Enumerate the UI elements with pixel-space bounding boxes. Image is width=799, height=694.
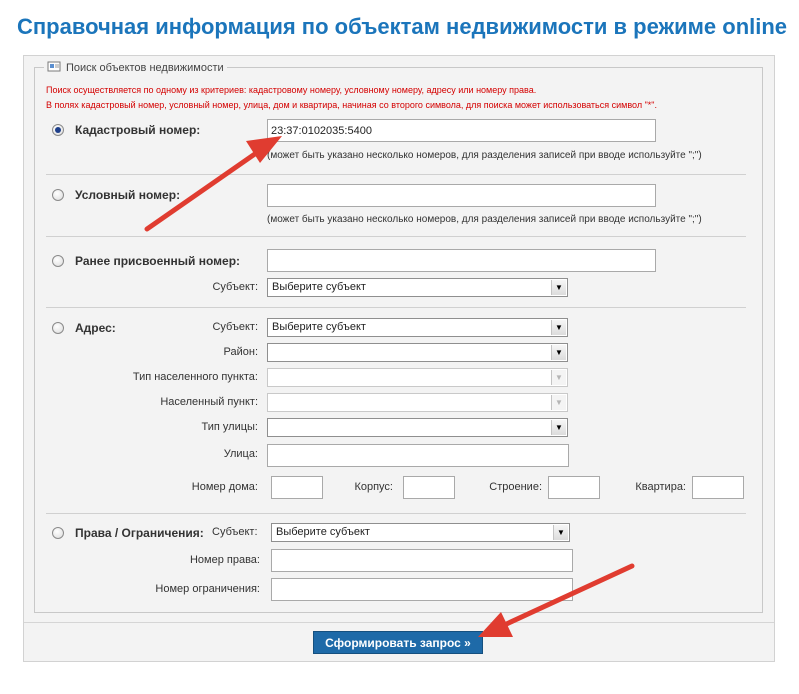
rights-label: Права / Ограничения: [75, 526, 204, 540]
chevron-down-icon: ▼ [551, 395, 566, 410]
previous-number-label: Ранее присвоенный номер: [75, 254, 241, 268]
house-number-label: Номер дома: [191, 481, 258, 493]
building-label: Корпус: [354, 481, 393, 493]
wildcard-note: В полях кадастровый номер, условный номер, улица, дом и квартира, начиная со второго символа, для поиска может использоваться символ "*". [46, 100, 657, 110]
chevron-down-icon: ▼ [551, 320, 566, 335]
conditional-hint: (может быть указано несколько номеров, для разделения записей при вводе используйте ";") [267, 214, 702, 225]
address-subject-label: Субъект: [212, 321, 258, 333]
arrow-to-submit-icon [478, 566, 632, 637]
page-title: Справочная информация по объектам недвижимости в режиме online [17, 14, 788, 39]
legend-text: Поиск объектов недвижимости [66, 61, 224, 74]
address-subject-value: Выберите субъект [272, 321, 366, 333]
submit-request-button[interactable]: Сформировать запрос » [313, 631, 483, 654]
rights-subject-label: Субъект: [212, 526, 258, 538]
chevron-down-icon: ▼ [551, 420, 566, 435]
address-label: Адрес: [75, 321, 116, 335]
conditional-label: Условный номер: [75, 188, 181, 202]
restriction-number-label: Номер ограничения: [155, 583, 260, 595]
previous-subject-label: Субъект: [212, 281, 258, 293]
previous-subject-value: Выберите субъект [272, 281, 366, 293]
chevron-down-icon: ▼ [551, 280, 566, 295]
rights-subject-value: Выберите субъект [276, 526, 370, 538]
street-label: Улица: [223, 448, 258, 460]
cadastral-label: Кадастровый номер: [75, 123, 201, 137]
street-type-label: Тип улицы: [201, 421, 258, 433]
settlement-label: Населенный пункт: [160, 396, 258, 408]
district-label: Район: [223, 346, 258, 358]
structure-label: Строение: [489, 481, 542, 493]
chevron-down-icon: ▼ [551, 370, 566, 385]
right-number-label: Номер права: [189, 554, 260, 566]
apartment-label: Квартира: [635, 481, 686, 493]
settlement-type-label: Тип населенного пункта: [132, 371, 258, 383]
chevron-down-icon: ▼ [553, 525, 568, 540]
cadastral-hint: (может быть указано несколько номеров, для разделения записей при вводе используйте ";") [267, 150, 702, 161]
chevron-down-icon: ▼ [551, 345, 566, 360]
search-criteria-note: Поиск осуществляется по одному из критериев: кадастровому номеру, условному номеру, адресу или номеру права. [46, 85, 537, 95]
arrow-to-cadastral-icon [147, 136, 282, 229]
